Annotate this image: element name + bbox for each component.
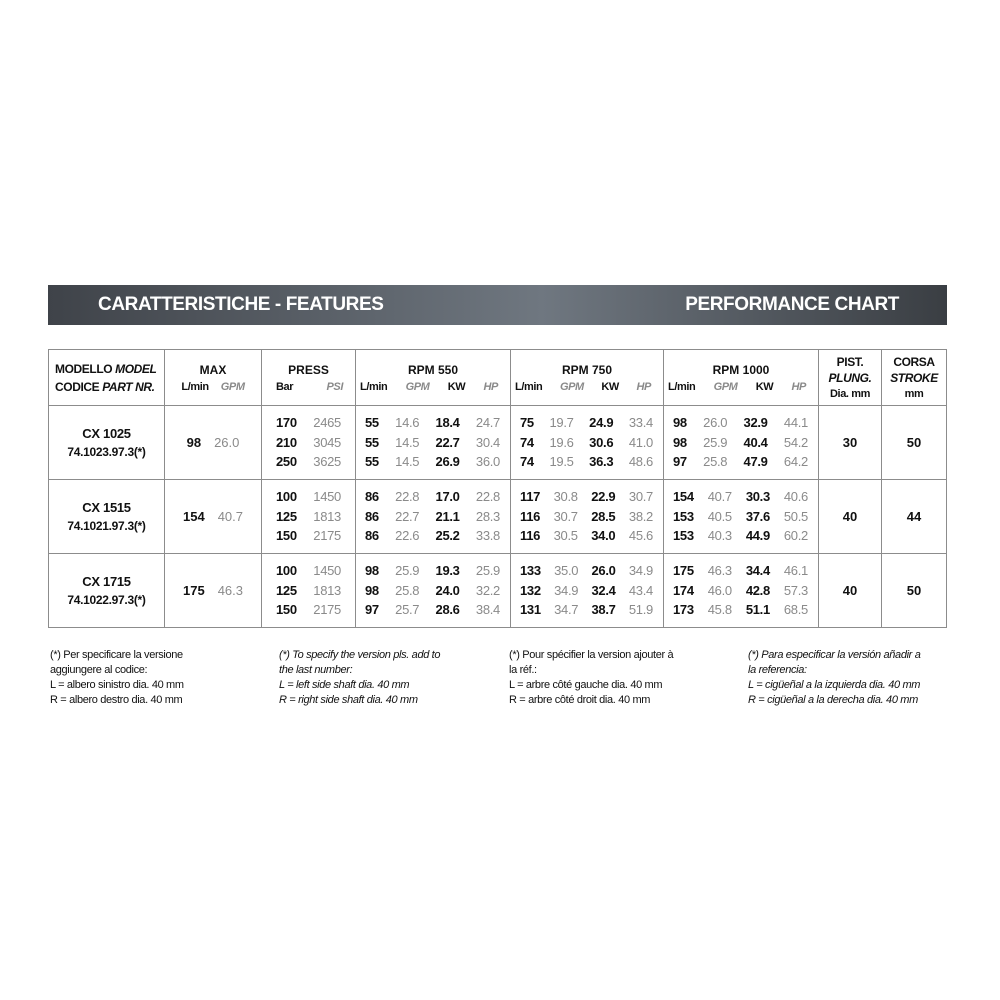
model-header: MODELLO MODEL CODICE PART NR.: [49, 350, 165, 406]
rpm750-cell: 117 30.8 22.9 30.7 116 30.7 28.5 38.2 116 30.5 34.0 45.6: [511, 480, 664, 554]
press-header: PRESS Bar PSI: [262, 350, 356, 406]
table-row: [49, 480, 947, 554]
rpm750-header: RPM 750 L/min GPM KW HP: [511, 350, 664, 406]
performance-table: [48, 349, 947, 628]
stroke-cell: 50: [882, 406, 947, 480]
max-cell: 98 26.0: [165, 406, 262, 480]
model-cell: CX 1025 74.1023.97.3(*): [49, 406, 165, 480]
rpm550-cell: 55 14.6 18.4 24.7 55 14.5 22.7 30.4 55 14.5 26.9 36.0: [356, 406, 511, 480]
note-french: (*) Pour spécifier la version ajouter à la réf.: L = arbre côté gauche dia. 40 mm R = arbre côté droit dia. 40 mm: [509, 649, 674, 706]
plunger-cell: 40: [819, 480, 882, 554]
rpm550-header: RPM 550 L/min GPM KW HP: [356, 350, 511, 406]
rpm750-cell: 75 19.7 24.9 33.4 74 19.6 30.6 41.0 74 19.5 36.3 48.6: [511, 406, 664, 480]
rpm750-cell: 133 35.0 26.0 34.9 132 34.9 32.4 43.4 131 34.7 38.7 51.9: [511, 554, 664, 628]
plunger-cell: 40: [819, 554, 882, 628]
max-cell: 154 40.7: [165, 480, 262, 554]
press-cell: 100 1450 125 1813 150 2175: [262, 554, 356, 628]
rpm1000-cell: 98 26.0 32.9 44.1 98 25.9 40.4 54.2 97 25.8 47.9 64.2: [664, 406, 819, 480]
table-row: [49, 406, 947, 480]
max-cell: 175 46.3: [165, 554, 262, 628]
rpm1000-header: RPM 1000 L/min GPM KW HP: [664, 350, 819, 406]
press-cell: 100 1450 125 1813 150 2175: [262, 480, 356, 554]
note-english: (*) To specify the version pls. add to the last number: L = left side shaft dia. 40 mm R = right side shaft dia. 40 mm: [279, 649, 441, 706]
plunger-cell: 30: [819, 406, 882, 480]
table-row: [49, 554, 947, 628]
stroke-cell: 44: [882, 480, 947, 554]
table-header-row: [49, 350, 947, 406]
performance-chart-title: PERFORMANCE CHART: [685, 294, 899, 315]
rpm550-cell: 86 22.8 17.0 22.8 86 22.7 21.1 28.3 86 22.6 25.2 33.8: [356, 480, 511, 554]
model-cell: CX 1515 74.1021.97.3(*): [49, 480, 165, 554]
note-spanish: (*) Para especificar la versión añadir a la referencia: L = cigüeñal a la izquierda dia. 40 mm R = cigüeñal a la derecha dia. 40 mm: [748, 649, 921, 706]
max-header: MAX L/min GPM: [165, 350, 262, 406]
note-italian: (*) Per specificare la versione aggiungere al codice: L = albero sinistro dia. 40 mm R = albero destro dia. 40 mm: [50, 649, 184, 706]
rpm1000-cell: 175 46.3 34.4 46.1 174 46.0 42.8 57.3 173 45.8 51.1 68.5: [664, 554, 819, 628]
stroke-header: CORSA STROKE mm: [882, 350, 947, 406]
stroke-cell: 50: [882, 554, 947, 628]
rpm1000-cell: 154 40.7 30.3 40.6 153 40.5 37.6 50.5 153 40.3 44.9 60.2: [664, 480, 819, 554]
model-cell: CX 1715 74.1022.97.3(*): [49, 554, 165, 628]
section-banner: [48, 285, 947, 325]
press-cell: 170 2465 210 3045 250 3625: [262, 406, 356, 480]
rpm550-cell: 98 25.9 19.3 25.9 98 25.8 24.0 32.2 97 25.7 28.6 38.4: [356, 554, 511, 628]
plunger-header: PIST. PLUNG. Dia. mm: [819, 350, 882, 406]
features-title: CARATTERISTICHE - FEATURES: [98, 294, 384, 315]
